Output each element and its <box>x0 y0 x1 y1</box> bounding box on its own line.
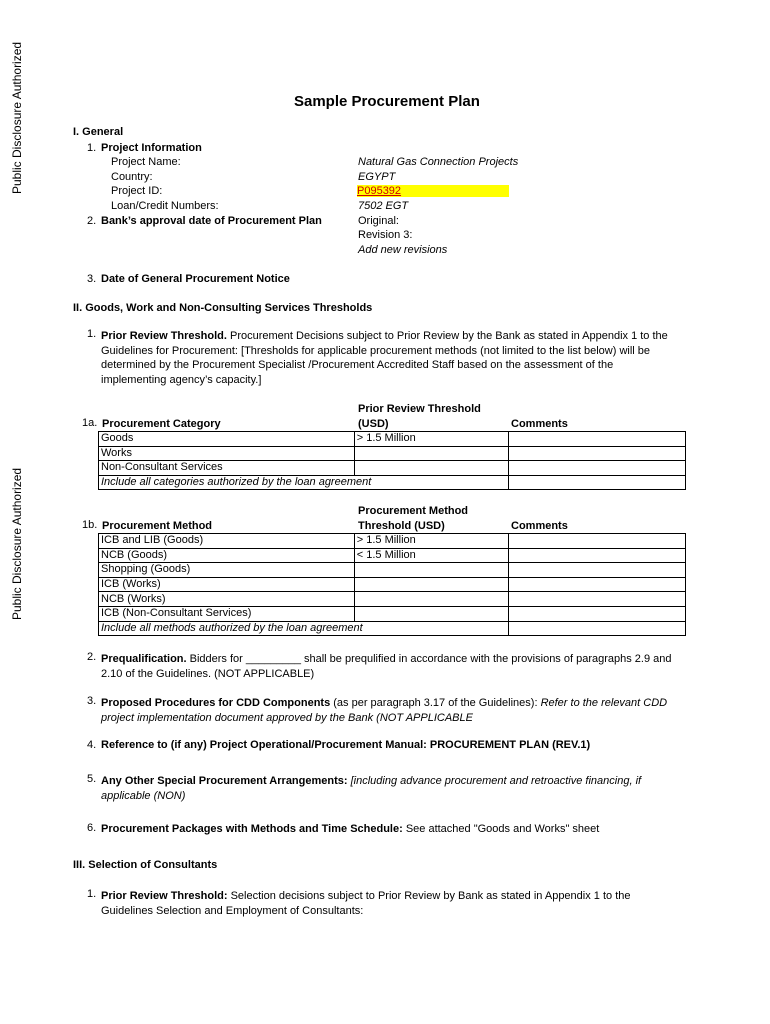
item-number: 1. <box>87 328 97 340</box>
special-arrangements-bold: Any Other Special Procurement Arrangements: <box>101 775 348 787</box>
table-cell <box>508 563 685 578</box>
table-cell: Shopping (Goods) <box>99 563 355 578</box>
table-cell: Non-Consultant Services <box>99 461 355 476</box>
table-row <box>99 461 686 476</box>
table-cell: > 1.5 Million <box>354 534 508 549</box>
table-cell <box>508 446 685 461</box>
table-cell <box>508 548 685 563</box>
table-cell: Works <box>99 446 355 461</box>
table-row <box>99 446 686 461</box>
revision-label: Revision 3: <box>358 229 413 241</box>
table-row <box>99 548 686 563</box>
table1b-footer: Include all methods authorized by the loan agreement <box>99 621 509 636</box>
table-cell <box>508 592 685 607</box>
approval-date-label: Bank’s approval date of Procurement Plan <box>101 215 322 227</box>
item-number: 3. <box>87 695 97 707</box>
project-name-label: Project Name: <box>111 156 181 168</box>
table-cell: Goods <box>99 432 355 447</box>
table1b-col3-header: Comments <box>511 520 568 532</box>
prior-review-text: Procurement Decisions subject to Prior Review by the Bank as stated in Appendix 1 to the Guidelines for Procurement: [Thresholds for applicable procurement methods (not limited to the list below) will be determined by the Procurement Specialist /Procurement Accredited Staff based on the assessment of the implementing agency’s capacity.] <box>101 330 668 386</box>
prior-review-bold: Prior Review Threshold. <box>101 330 227 342</box>
procurement-category-table <box>98 431 686 490</box>
item-number: 1. <box>87 888 97 900</box>
table-cell: > 1.5 Million <box>354 432 508 447</box>
add-revisions-label: Add new revisions <box>358 244 448 256</box>
project-name-value: Natural Gas Connection Projects <box>358 156 519 168</box>
side-label-bottom: Public Disclosure Authorized <box>10 467 24 620</box>
table-row <box>99 432 686 447</box>
loan-credit-value: 7502 EGT <box>358 200 409 212</box>
table-cell <box>508 461 685 476</box>
cdd-italic: Refer to the relevant CDD project implementation document approved by the Bank (NOT APPLICABLE <box>101 697 668 724</box>
table-cell <box>354 606 508 621</box>
table1b-number: 1b. <box>82 519 98 531</box>
special-arrangements-paragraph <box>101 774 681 803</box>
table-row <box>99 475 686 490</box>
item-number: 4. <box>87 739 97 751</box>
side-label-top: Public Disclosure Authorized <box>10 41 24 194</box>
table-row <box>99 621 686 636</box>
table1a-col1-header: Procurement Category <box>102 418 221 430</box>
item-number: 6. <box>87 822 97 834</box>
table-cell: < 1.5 Million <box>354 548 508 563</box>
table-cell <box>508 432 685 447</box>
loan-credit-label: Loan/Credit Numbers: <box>111 200 219 212</box>
project-id-value <box>357 185 509 197</box>
manual-reference: Reference to (if any) Project Operational/Procurement Manual: PROCUREMENT PLAN (REV.1) <box>101 739 591 751</box>
table-row <box>99 592 686 607</box>
table-cell: ICB (Non-Consultant Services) <box>99 606 355 621</box>
section-general-heading: I. General <box>73 126 124 138</box>
cdd-paragraph <box>101 696 681 725</box>
section-consultants-heading: III. Selection of Consultants <box>73 859 218 871</box>
table1b-col2-header-line1: Procurement Method <box>358 505 469 517</box>
table-row <box>99 534 686 549</box>
consultants-prior-review-paragraph <box>101 889 671 918</box>
table-cell <box>354 446 508 461</box>
table-cell: ICB (Works) <box>99 577 355 592</box>
consultants-prior-review-text: Selection decisions subject to Prior Review by Bank as stated in Appendix 1 to the Guidelines Selection and Employment of Consultants: <box>101 890 631 917</box>
table-cell: NCB (Works) <box>99 592 355 607</box>
project-information-label: Project Information <box>101 142 202 154</box>
table1a-col2-header-line2: (USD) <box>358 418 389 430</box>
prequalification-bold: Prequalification. <box>101 653 187 665</box>
country-label: Country: <box>111 171 153 183</box>
item-number: 2. <box>87 651 97 663</box>
table-cell <box>354 461 508 476</box>
table-cell <box>354 592 508 607</box>
project-id-label: Project ID: <box>111 185 163 197</box>
table-cell: ICB and LIB (Goods) <box>99 534 355 549</box>
table1b-col2-header-line2: Threshold (USD) <box>358 520 445 532</box>
general-procurement-notice-label: Date of General Procurement Notice <box>101 273 290 285</box>
table-cell: NCB (Goods) <box>99 548 355 563</box>
procurement-method-table <box>98 533 686 636</box>
original-label: Original: <box>358 215 399 227</box>
table-cell <box>508 534 685 549</box>
packages-line <box>101 823 599 835</box>
table1a-col3-header: Comments <box>511 418 568 430</box>
item-number: 2. <box>87 215 97 227</box>
item-number: 3. <box>87 273 97 285</box>
prior-review-paragraph <box>101 329 681 387</box>
packages-bold: Procurement Packages with Methods and Time Schedule: <box>101 823 403 835</box>
table1a-col2-header-line1: Prior Review Threshold <box>358 403 481 415</box>
table-row <box>99 577 686 592</box>
table1a-footer: Include all categories authorized by the loan agreement <box>99 475 509 490</box>
consultants-prior-review-bold: Prior Review Threshold: <box>101 890 228 902</box>
page-title: Sample Procurement Plan <box>294 93 480 110</box>
table-cell <box>508 606 685 621</box>
table-cell <box>508 621 685 636</box>
table-cell <box>508 475 685 490</box>
table1b-col1-header: Procurement Method <box>102 520 213 532</box>
item-number: 1. <box>87 142 97 154</box>
table-row <box>99 563 686 578</box>
table-row <box>99 606 686 621</box>
special-arrangements-italic: [including advance procurement and retroactive financing, if applicable (NON) <box>101 775 642 802</box>
table-cell <box>508 577 685 592</box>
country-value: EGYPT <box>358 171 396 183</box>
cdd-text: (as per paragraph 3.17 of the Guidelines): <box>330 697 541 709</box>
table-cell <box>354 563 508 578</box>
section-thresholds-heading: II. Goods, Work and Non-Consulting Services Thresholds <box>73 302 373 314</box>
prequalification-text: Bidders for _________ shall be prequlified in accordance with the provisions of paragraphs 2.9 and 2.10 of the Guidelines. (NOT APPLICABLE) <box>101 653 672 680</box>
project-id-highlight: P095392 <box>357 185 509 197</box>
table-cell <box>354 577 508 592</box>
table1a-number: 1a. <box>82 417 98 429</box>
packages-text: See attached "Goods and Works" sheet <box>402 823 600 835</box>
prequalification-paragraph <box>101 652 681 681</box>
item-number: 5. <box>87 773 97 785</box>
cdd-bold: Proposed Procedures for CDD Components <box>101 697 331 709</box>
